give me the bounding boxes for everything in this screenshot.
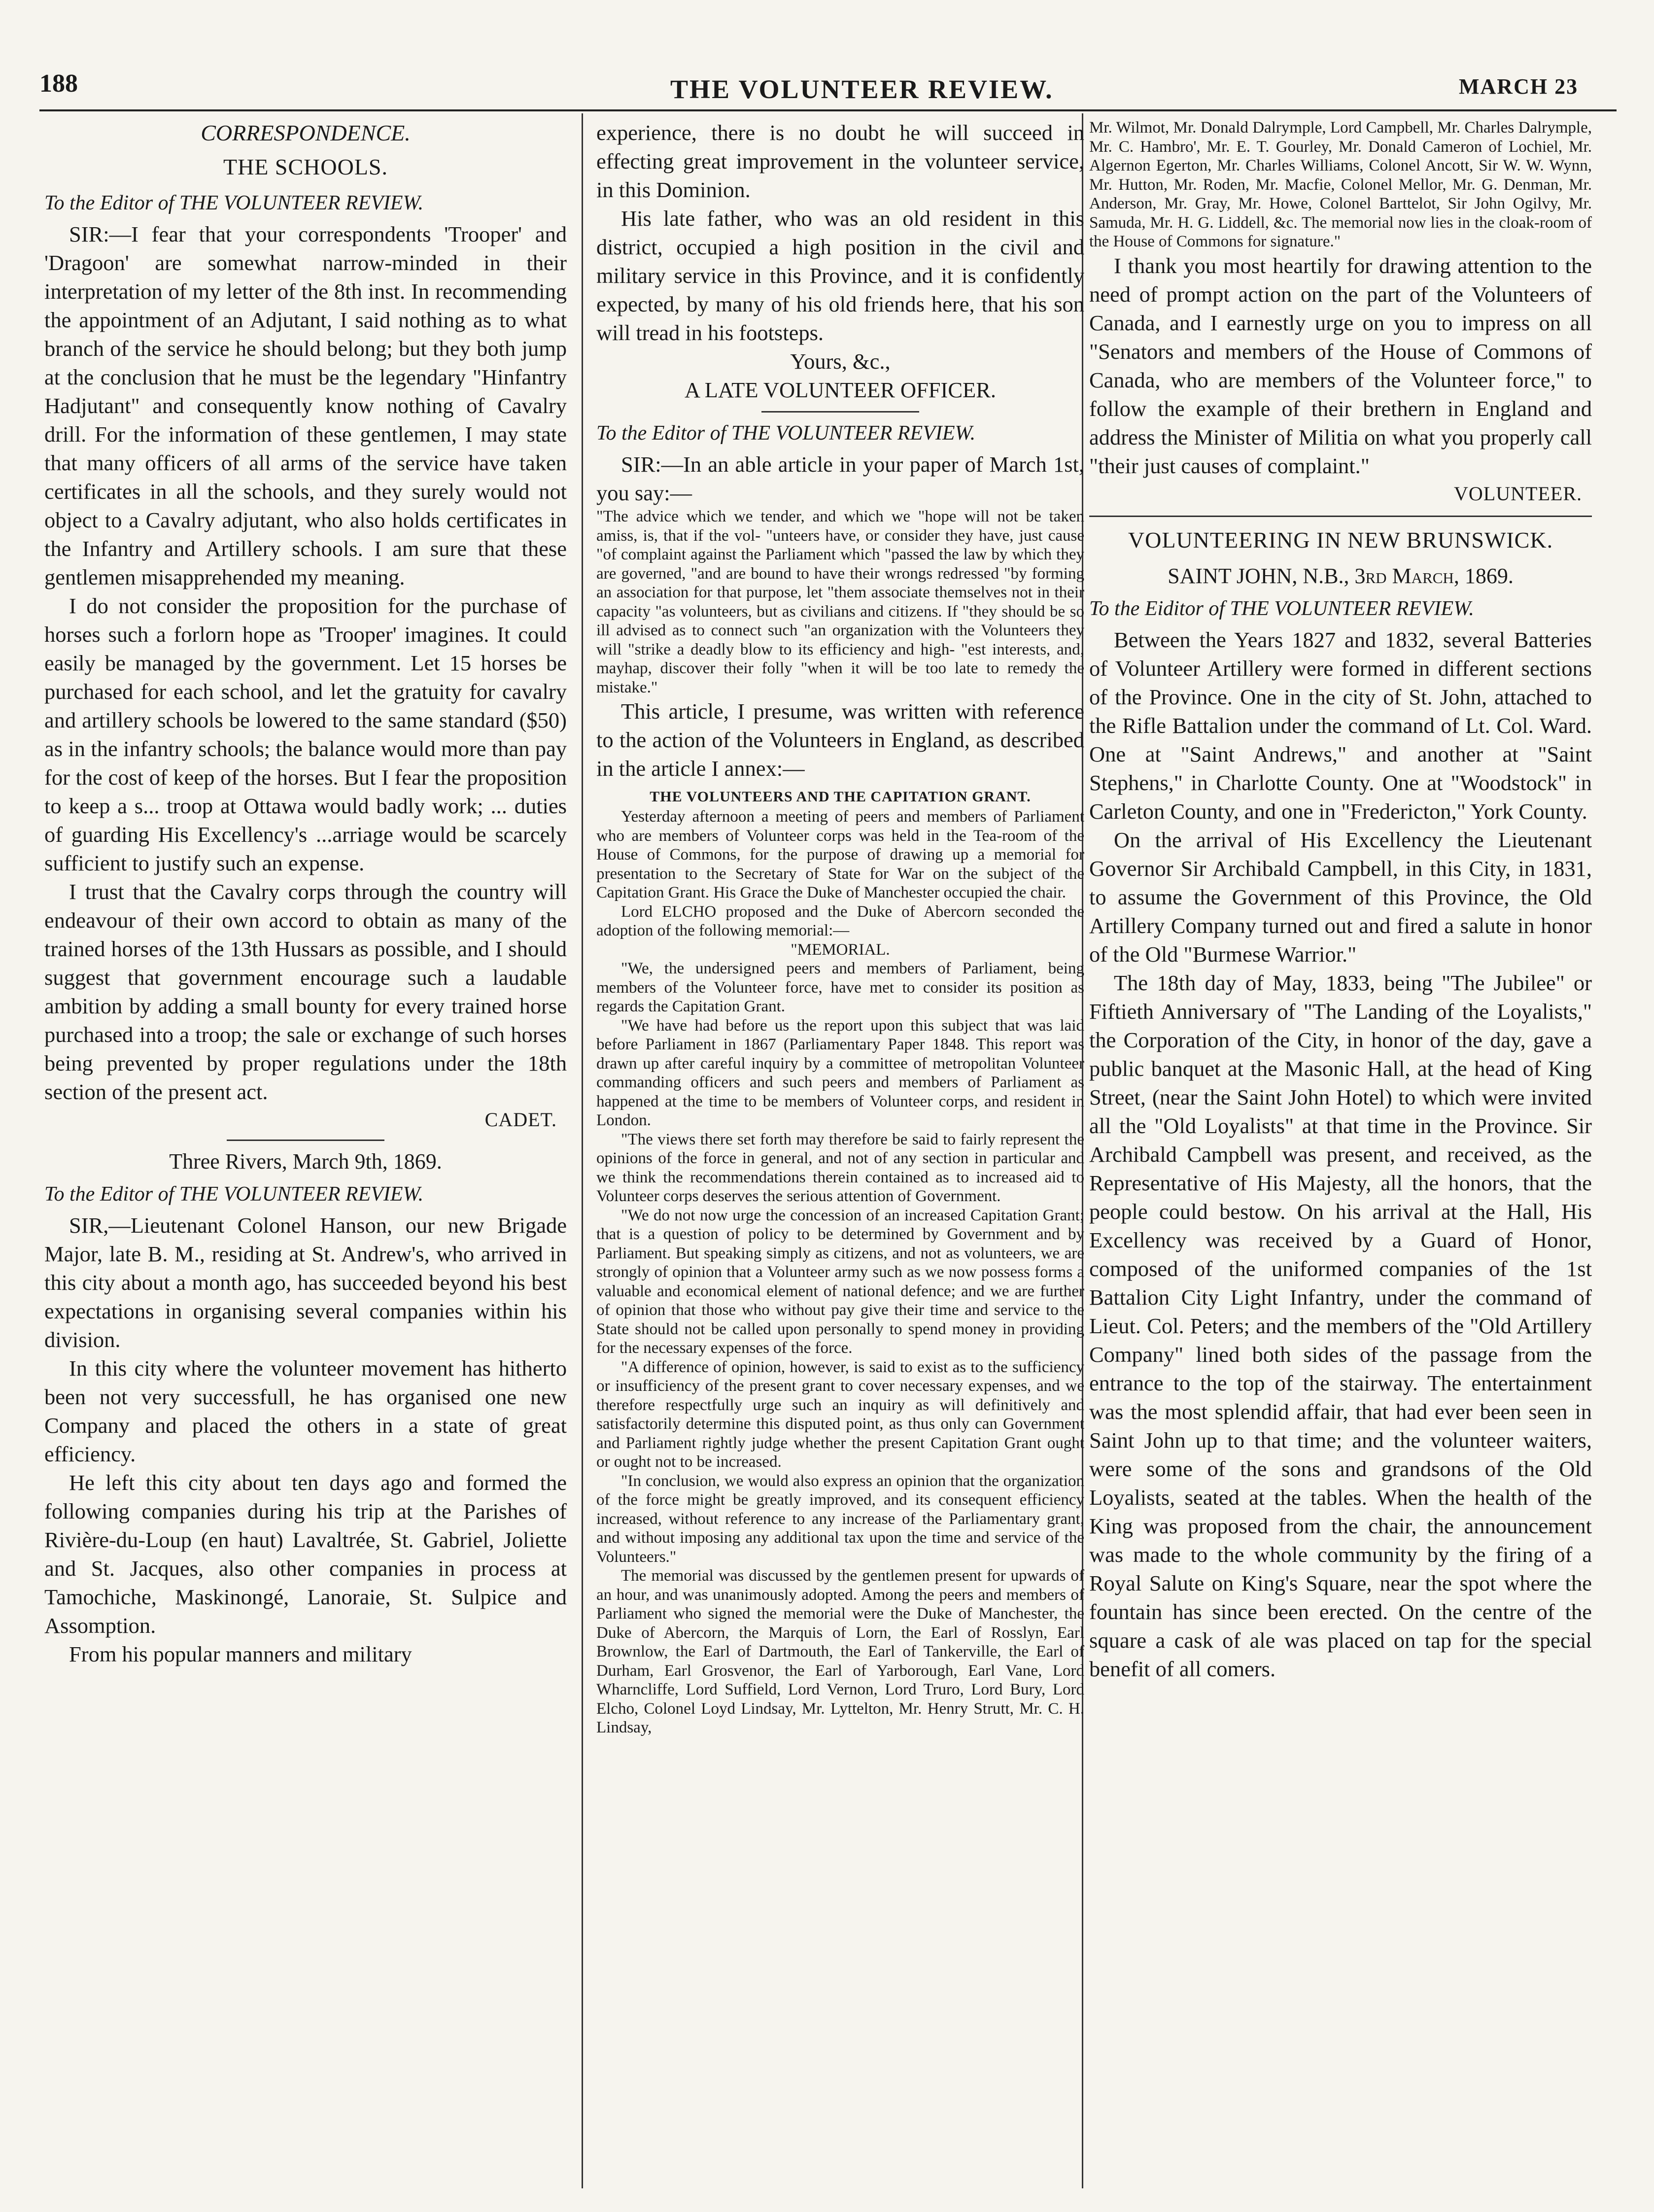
separator [227, 1140, 384, 1141]
paragraph: "We do not now urge the concession of an increased Capitation Grant; that is a question of policy to be determined by Government and by Parliament. But speaking simply as citizens, and not as volunteers, we are strongly of opinion that a Volunteer army such as we now possess forms a valuable and economical element of national defence; and we are further of opinion that those who without pay give their time and service to the State should not be called upon personally to spend money in providing for the necessary expenses of the force. [596, 1206, 1084, 1357]
salutation-text: To the Editor of THE VOLUNTEER REVIEW. [44, 1183, 424, 1206]
paragraph: I trust that the Cavalry corps through the country will endeavour of their own accord to obtain as many of the trained horses of the 13th Hussars as possible, and I should suggest that government encourage such a laudable ambition by adding a small bounty for every trained horse purchased into a troop; the sale or exchange of such horses being prevented by proper regulations under the 18th section of the present act. [44, 879, 567, 1104]
paragraph: Mr. Wilmot, Mr. Donald Dalrymple, Lord Campbell, Mr. Charles Dalrymple, Mr. C. Hambro', Mr. E. T. Gourley, Mr. Donald Cameron of Lochiel, Mr. Algernon Egerton, Mr. Charles Williams, Colonel Ancott, Sir W. W. Wynn, Mr. Hutton, Mr. Roden, Mr. Macfie, Colonel Mellor, Mr. G. Denman, Mr. Anderson, Mr. Gray, Mr. Howe, Colonel Barttelot, Sir John Ogilvy, Mr. Samuda, Mr. H. G. Liddell, &c. The memorial now lies in the cloak-room of the House of Commons for signature." [1089, 119, 1592, 250]
paragraph: "The views there set forth may therefore be said to fairly represent the opinions of the force in general, and not of any section in particular and we think the recommendations therein contained as to increased aid to Volunteer corps deserves the serious attention of Government. [596, 1130, 1084, 1205]
paragraph: The 18th day of May, 1833, being "The Jubilee" or Fiftieth Anniversary of "The Landing of the Loyalists," the Corporation of the City, in honor of the day, gave a public banquet at the Masonic Hall, at the head of King Street, (near the Saint John Hotel) to which were invited all the "Old Loyalists" at that time in the Province. Sir Archibald Campbell was present, and received, as the Representative of His Majesty, all the honors, that the people could bestow. On his arrival at the Hall, His Excellency was received by a Guard of Honor, composed of the uniformed companies of the 1st Battalion City Light Infantry, under the command of Lieut. Col. Peters; and the members of the "Old Artillery Company" lined both sides of the passage from the entrance to the top of the stairway. The entertainment was the most splendid affair, that had ever been seen in Saint John up to that time; and the volunteer waiters, were some of the sons and grandsons of the Old Loyalists, seated at the tables. When the health of the King was proposed from the chair, the announcement was made to the whole community by the firing of a Royal Salute on King's Square, near the spot where the fountain has since been erected. On the centre of the square a cask of ale was placed on tap for the special benefit of all comers. [1089, 970, 1592, 1681]
column-1 [44, 118, 567, 2188]
article-title: VOLUNTEERING IN NEW BRUNSWICK. [1128, 527, 1553, 553]
salutation [1089, 595, 1592, 622]
paragraph: SIR:—In an able article in your paper of March 1st, you say:— [596, 452, 1084, 505]
publication-title: THE VOLUNTEER REVIEW. [670, 74, 1054, 104]
signature-closing: Yours, &c., [790, 349, 891, 374]
salutation-text: To the Editor of THE VOLUNTEER REVIEW. [44, 192, 424, 214]
salutation [596, 419, 1084, 447]
separator [1089, 516, 1592, 517]
salutation-text: To the Editor of THE VOLUNTEER REVIEW. [596, 422, 976, 445]
paragraph: From his popular manners and military [69, 1642, 412, 1666]
paragraph: "A difference of opinion, however, is said to exist as to the sufficiency or insufficiency of the present grant to cover necessary expenses, and we therefore respectfully urge such an inquiry as will definitively and satisfactorily determine this disputed point, as thus only can Government and Parliament rightly judge whether the present Capitation Grant ought or ought not to be increased. [596, 1358, 1084, 1471]
paragraph: His late father, who was an old resident in this district, occupied a high position in the civil and military service in this Province, and it is confidently expected, by many of his old friends here, that his son will tread in his footsteps. [596, 206, 1084, 345]
signature: CADET. [484, 1108, 557, 1131]
article-title: THE SCHOOLS. [223, 154, 388, 179]
dateline: Three Rivers, March 9th, 1869. [169, 1149, 442, 1174]
memorial-heading: "MEMORIAL. [791, 940, 890, 959]
paragraph: He left this city about ten days ago and formed the following companies during his trip at the Parishes of Rivière-du-Loup (en haut) Lavaltrée, St. Gabriel, Joliette and St. Jacques, also other companies in process at Tamochiche, Maskinongé, Lanoraie, St. Sulpice and Assomption. [44, 1470, 567, 1638]
paragraph: SIR:—I fear that your correspondents 'Trooper' and 'Dragoon' are somewhat narrow-minded in their interpretation of my letter of the 8th inst. In recommending the appointment of an Adjutant, I said nothing as to what branch of the service he should belong; but they both jump at the conclusion that he must be the legendary "Hinfantry Hadjutant" and consequently know nothing of Cavalry drill. For the information of these gentlemen, I may state that many officers of all arms of the service have taken certificates in all the schools, and they surely would not object to a Cavalry adjutant, who also holds certificates in the Infantry and Artillery schools. I am sure that these gentlemen misapprehended my meaning. [44, 222, 567, 589]
column-2 [596, 118, 1084, 2188]
paragraph: The memorial was discussed by the gentlemen present for upwards of an hour, and was unanimously adopted. Among the peers and members of Parliament who signed the memorial were the Duke of Manchester, the Duke of Abercorn, the Marquis of Lorn, the Earl of Rosslyn, Earl Brownlow, the Earl of Dartmouth, the Earl of Tankerville, the Earl of Durham, Earl Grosvenor, the Earl of Yarborough, Earl Vane, Lord Wharncliffe, Lord Suffield, Lord Vernon, Lord Truro, Lord Bury, Lord Elcho, Colonel Loyd Lindsay, Mr. Lyttelton, Mr. Henry Strutt, Mr. C. H. Lindsay, [596, 1567, 1084, 1736]
issue-date: MARCH 23 [1459, 74, 1579, 99]
paragraph: I do not consider the proposition for the purchase of horses such a forlorn hope as 'Trooper' imagines. It could easily be managed by the government. Let 15 horses be purchased for each school, and let the gratuity for cavalry and artillery schools be lowered to the same standard ($50) as in the infantry schools; the balance would more than pay for the cost of keep of the horses. But I fear the proposition to keep a s... troop at Ottawa would badly work; ... duties of guarding His Excellency's ...arriage would be scarcely sufficient to justify such an expense. [44, 593, 567, 875]
sub-heading: THE VOLUNTEERS AND THE CAPITATION GRANT. [650, 789, 1031, 805]
dateline: SAINT JOHN, N.B., 3rd March, 1869. [1168, 563, 1514, 588]
paragraph: Yesterday afternoon a meeting of peers and members of Parliament who are members of Volunteer corps was held in the Tea-room of the House of Commons, for the purpose of drawing up a memorial for presentation to the Secretary of State for War on the subject of the Capitation Grant. His Grace the Duke of Manchester occupied the chair. [596, 808, 1084, 901]
column-3 [1089, 118, 1592, 2188]
paragraph: In this city where the volunteer movement has hitherto been not very successfull, he has organised one new Company and placed the others in a state of great efficiency. [44, 1356, 567, 1466]
paragraph: "In conclusion, we would also express an opinion that the organization of the force might be greatly improved, and its consequent efficiency increased, without reference to any increase of the Parliamentary grant, and without imposing any additional tax upon the time and service of the Volunteers." [596, 1472, 1084, 1566]
paragraph: On the arrival of His Excellency the Lieutenant Governor Sir Archibald Campbell, in this City, in 1831, to assume the Government of this Province, the Old Artillery Company turned out and fired a salute in honor of the Old "Burmese Warrior." [1089, 827, 1592, 967]
paragraph: SIR,—Lieutenant Colonel Hanson, our new Brigade Major, late B. M., residing at St. Andrew's, who arrived in this city about a month ago, has succeeded beyond his best expectations in organising several companies within his division. [44, 1213, 567, 1352]
paragraph: Between the Years 1827 and 1832, several Batteries of Volunteer Artillery were formed in different sections of the Province. One in the city of St. John, attached to the Rifle Battalion under the command of Lt. Col. Ward. One at "Saint Andrews," and another at "Saint Stephens," in Charlotte County. One at "Woodstock" in Carleton County, and one in "Fredericton," York County. [1089, 627, 1592, 824]
signature: A LATE VOLUNTEER OFFICER. [684, 378, 997, 402]
section-heading: CORRESPONDENCE. [201, 120, 411, 145]
paragraph: experience, there is no doubt he will succeed in effecting great improvement in the volunteer service, in this Dominion. [596, 120, 1084, 202]
salutation [44, 1180, 567, 1208]
signature: VOLUNTEER. [1454, 482, 1582, 505]
header-rule [39, 109, 1617, 111]
paragraph: I thank you most heartily for drawing attention to the need of prompt action on the part of the Volunteers of Canada, and I earnestly urge on you to impress on all "Senators and members of the House of Commons of Canada, who are members of the Volunteer force," to follow the example of their brethern in England and address the Minister of Militia on what you properly call "their just causes of complaint." [1089, 253, 1592, 478]
column-divider [582, 113, 583, 2188]
paragraph: This article, I presume, was written with reference to the action of the Volunteers in England, as described in the article I annex:— [596, 699, 1084, 781]
separator [761, 411, 919, 413]
paragraph: Lord ELCHO proposed and the Duke of Abercorn seconded the adoption of the following memorial:— [596, 902, 1084, 939]
salutation-text: To the Eiditor of THE VOLUNTEER REVIEW. [1089, 597, 1474, 620]
paragraph: "We have had before us the report upon this subject that was laid before Parliament in 1867 (Parliamentary Paper 1848. This report was drawn up after careful inquiry by a committee of metropolitan Volunteer commanding officers and such peers and members of Parliament as happened at the time to be members of Volunteer corps, and resident in London. [596, 1016, 1084, 1129]
salutation [44, 189, 567, 217]
page-number: 188 [39, 69, 78, 98]
quotation: "The advice which we tender, and which we "hope will not be taken amiss, is, that if the vol- "unteers have, or consider they have, just cause "of complaint against the Parliament which "passed the law by which they are governed, "and are bound to have their wrongs redressed "by forming an association for that purpose, let "them associate themselves not in their capacity "as volunteers, but as civilians and citizens. If "they should be so ill advised as to connect such "an organization with the Volunteers they will "strike a deadly blow to its efficiency and high- "est interests, and, mayhap, discover their folly "when it will be too late to remedy the mistake." [596, 508, 1084, 696]
paragraph: "We, the undersigned peers and members of Parliament, being members of the Volunteer force, have met to consider its position as regards the Capitation Grant. [596, 960, 1084, 1015]
